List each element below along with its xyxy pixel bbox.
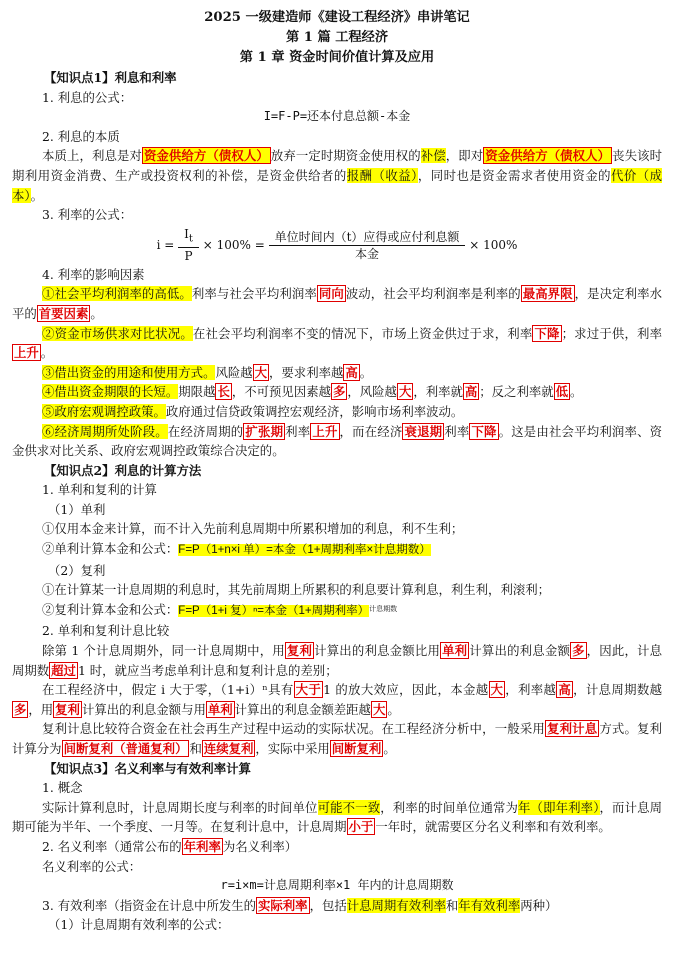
factor-1: ①社会平均利润率的高低。利率与社会平均利润率 同向 波动，社会平均利润率是利率的 最高界限 ，是决定利率水平的 首要因素 。 (12, 286, 663, 321)
simple-interest-def: ①仅用本金来计算，而不计入先前利息周期中所累积增加的利息，利不生利； (42, 521, 464, 537)
highlight-term: 资金供给方（债权人） (143, 148, 269, 164)
kp3-section-1: 1. 概念 (42, 780, 83, 796)
factor-5: ⑤政府宏观调控政策。政府通过信贷政策调控宏观经济，影响市场利率波动。 (42, 403, 464, 419)
highlight-term: 报酬（收益） (346, 167, 418, 183)
kp1-section-3: 3. 利率的公式： (42, 207, 133, 223)
nominal-rate-label: 名义利率的公式： (42, 858, 142, 874)
highlight-term: 资金供给方（债权人） (485, 148, 611, 164)
comparison-paragraph-3: 复利计息比较符合资金在社会再生产过程中运动的实际状况。在工程经济分析中，一般采用 复利计息 方式。复利计算分为 间断复利（普通复利） 和 连续复利 ，实际中采用 间断复利 。 (12, 721, 663, 756)
kp1-section-1: 1. 利息的公式： (42, 89, 133, 105)
nominal-rate-formula: r=i×m=计息周期利率×1 年内的计息周期数 (220, 878, 454, 893)
simple-interest-heading: （1）单利 (48, 501, 106, 517)
part-title: 第 1 篇 工程经济 (285, 30, 389, 45)
interest-essence-paragraph: 本质上，利息是对 资金供给方（债权人） 放弃一定时期资金使用权的补偿，即对 资金供给方（债权人） 丧失该时期利用资金消费、生产或投资权利的补偿，是资金供给者的报酬（收益），同时也是资金需求者使用资金的代价（成本）。 (12, 148, 663, 203)
comparison-paragraph-2: 在工程经济中，假定 i 大于零，（1+i）ⁿ具有 大于 1 的放大效应，因此，本金越 大 ，利率越 高 ，计息周期数越多 ，用 复利 计算出的利息金额与用 单利 计算出的利息金额差距越 大 。 (14, 682, 663, 717)
kp1-heading: 【知识点1】利息和利率 (44, 70, 177, 85)
factor-6: ⑥经济周期所处阶段。在经济周期的 扩张期 利率 上升 ，而在经济 衰退期 利率 下降 。这是由社会平均利润率、资金供求对比关系、政府宏观调控政策综合决定的。 (12, 423, 663, 459)
chapter-title: 第 1 章 资金时间价值计算及应用 (239, 50, 435, 65)
compound-interest-def: ①在计算某一计息周期的利息时，其先前周期上所累积的利息要计算利息，利生利，利滚利； (42, 582, 551, 598)
interest-formula: I=F-P=还本付息总额-本金 (263, 109, 411, 124)
compound-interest-heading: （2）复利 (48, 562, 106, 578)
factor-4: ④借出资金期限的长短。期限越 长 ，不可预见因素越 多 ，风险越 大 ，利率就 高 ；反之利率就 低 。 (42, 384, 583, 400)
document-title: 2025 一级建造师《建设工程经济》串讲笔记 (204, 10, 470, 25)
compound-interest-formula: ②复利计算本金和公式：F=P（1+i 复）ⁿ=本金（1+周期利率）$^{计息期数}$ (42, 601, 398, 617)
kp2-section-2: 2. 单利和复利计息比较 (42, 623, 170, 639)
kp1-section-2: 2. 利息的本质 (42, 128, 120, 144)
interest-rate-formula: i = $\frac{I_t}{P}$ × 100% = $\frac{\text{单位时间内（t）应得或应付利息额}}{\text{本金}}$ × 100% (156, 227, 518, 264)
highlight-term: 代价（成本） (12, 167, 663, 203)
kp3-section-3: 3. 有效利率（指资金在计息中所发生的 实际利率 ，包括计息周期有效利率和年有效利率两种） (42, 897, 558, 913)
kp2-heading: 【知识点2】利息的计算方法 (44, 462, 202, 478)
period-effective-rate-heading: （1）计息周期有效利率的公式： (48, 917, 230, 933)
factor-3: ③借出资金的用途和使用方式。风险越 大 ，要求利率越 高 。 (42, 364, 373, 380)
highlight-term: 补偿 (420, 148, 446, 164)
kp1-section-4: 4. 利率的影响因素 (42, 266, 145, 282)
kp3-heading: 【知识点3】名义利率与有效利率计算 (44, 760, 251, 776)
kp3-section-2: 2. 名义利率（通常公布的 年利率 为名义利率） (42, 838, 298, 854)
comparison-paragraph-1: 除第 1 个计息周期外，同一计息周期中，用 复利 计算出的利息金额比用 单利 计算出的利息金额 多 ，因此，计息周期数 超过 1 时，就应当考虑单利计息和复利计息的差别； (12, 643, 663, 678)
simple-interest-formula: ②单利计算本金和公式：F=P（1+n×i 单）=本金（1+周期利率×计息期数） (42, 541, 431, 557)
factor-2: ②资金市场供求对比状况。在社会平均利润率不变的情况下，市场上资金供过于求，利率 下降 ；求过于供，利率上升 。 (14, 325, 663, 361)
concept-paragraph: 实际计算利息时，计息周期长度与利率的时间单位可能不一致，利率的时间单位通常为年（即年利率），而计息周期可能为半年、一个季度、一月等。在复利计息中，计息周期 小于 一年时，就需要区分名义利率和有效利率。 (12, 799, 663, 835)
kp2-section-1: 1. 单利和复利的计算 (42, 482, 157, 498)
